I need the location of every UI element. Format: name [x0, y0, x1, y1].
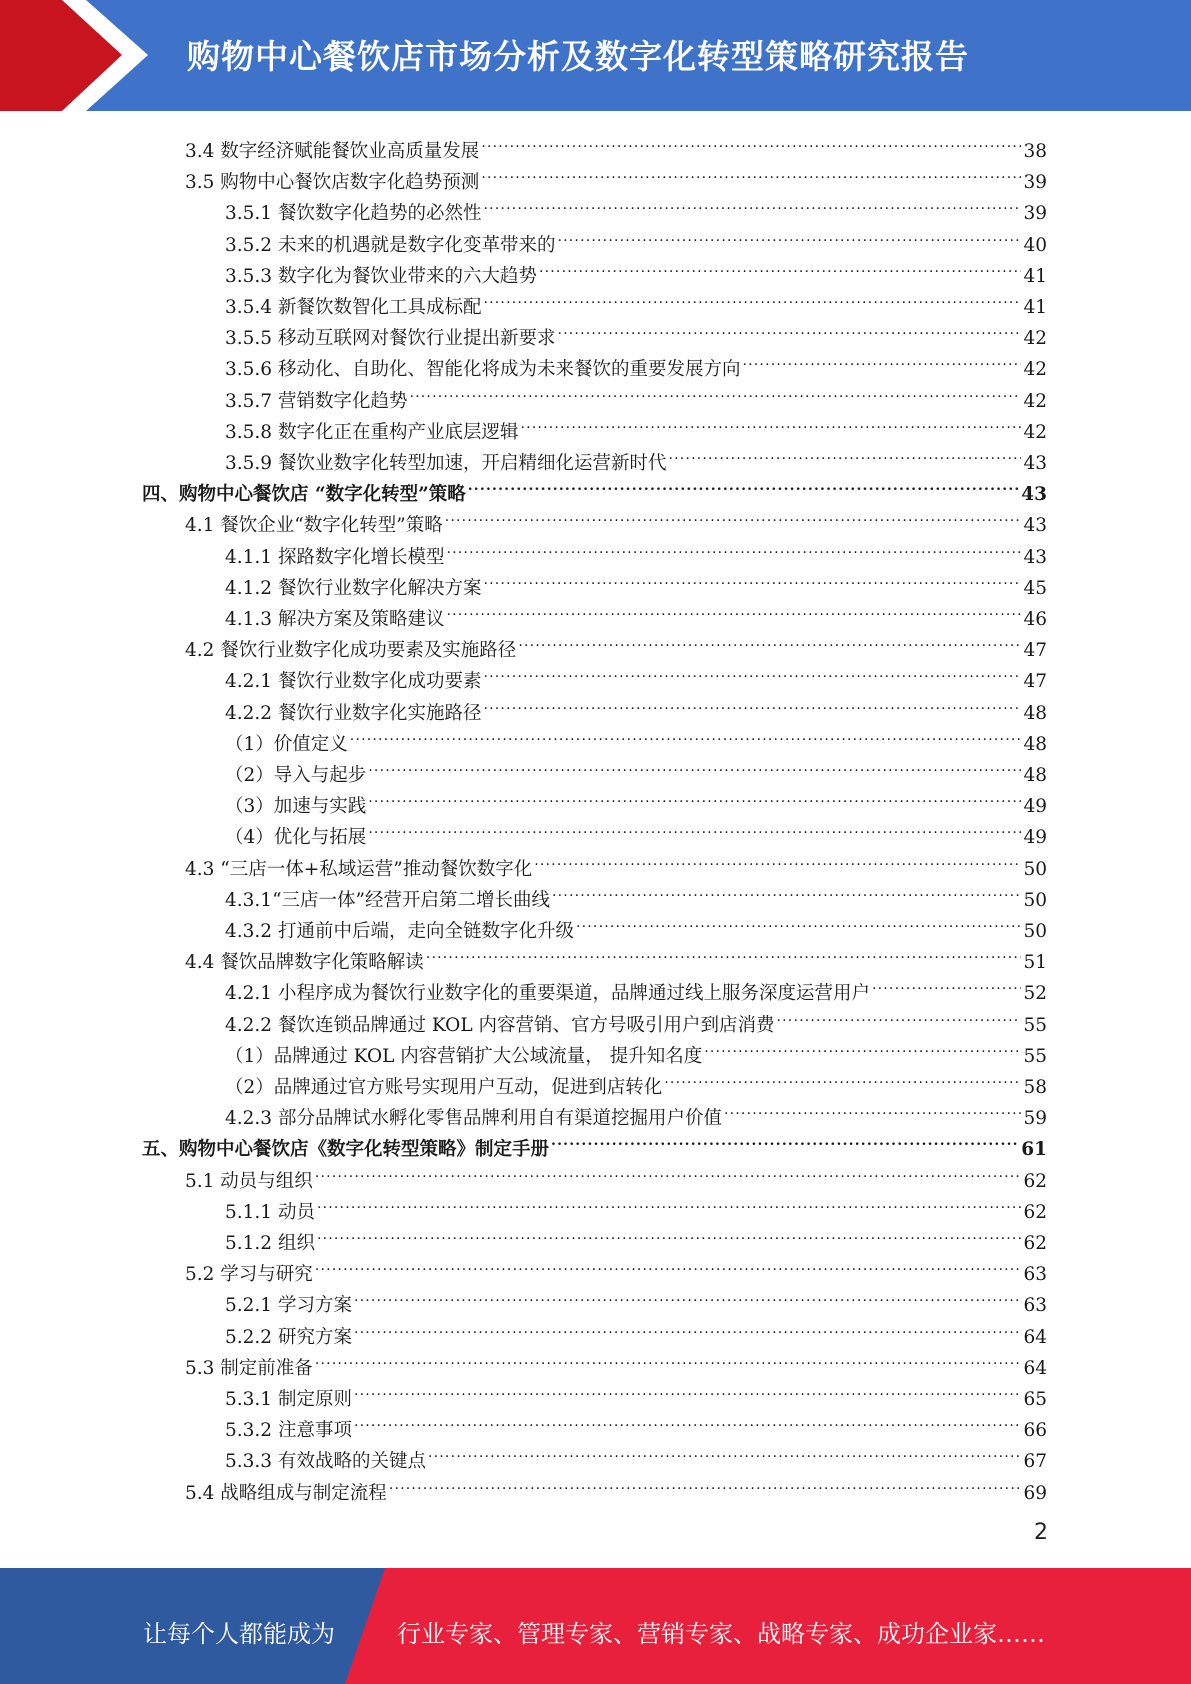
toc-entry-page: 55 — [1023, 1045, 1047, 1067]
toc-entry-label: 5.3.2 注意事项 — [225, 1420, 352, 1442]
toc-entry-page: 63 — [1023, 1295, 1047, 1317]
toc-entry-label: 5.4 战略组成与制定流程 — [185, 1482, 387, 1504]
toc-entry-page: 49 — [1023, 827, 1047, 849]
toc-entry[interactable] — [225, 781, 1047, 818]
toc-entry-page: 49 — [1023, 796, 1047, 818]
toc-entry-page: 64 — [1023, 1357, 1047, 1379]
toc-entry[interactable] — [185, 126, 1047, 162]
toc-dot-leader — [520, 407, 1021, 438]
toc-entry[interactable] — [225, 1280, 1047, 1317]
toc-entry-label: 3.5.8 数字化正在重构产业底层逻辑 — [225, 421, 519, 443]
toc-entry-page: 50 — [1023, 921, 1047, 942]
toc-entry-page: 43 — [1023, 453, 1047, 474]
toc-entry-label: 四、购物中心餐饮店 “数字化转型”策略 — [142, 484, 466, 506]
toc-entry[interactable] — [185, 1468, 1047, 1504]
toc-entry[interactable] — [225, 1436, 1047, 1473]
toc-dot-leader — [317, 1187, 1022, 1218]
toc-entry[interactable] — [225, 438, 1047, 474]
toc-entry-label: 4.4 餐饮品牌数字化策略解读 — [185, 952, 424, 974]
toc-dot-leader — [368, 781, 1021, 812]
toc-entry-label: 4.1.1 探路数字化增长模型 — [225, 546, 445, 568]
toc-dot-leader — [315, 1343, 1022, 1374]
toc-entry-page: 43 — [1023, 546, 1047, 568]
footer-slogan-left: 让每个人都能成为 — [143, 1620, 335, 1648]
toc-entry[interactable] — [225, 875, 1047, 911]
toc-entry[interactable] — [185, 844, 1047, 880]
toc-entry-page: 62 — [1023, 1201, 1047, 1223]
toc-entry-label: 5.3 制定前准备 — [185, 1357, 313, 1379]
toc-dot-leader — [576, 906, 1021, 937]
toc-dot-leader — [777, 1000, 1022, 1031]
toc-entry[interactable] — [225, 906, 1047, 942]
toc-entry-page: 42 — [1023, 328, 1047, 350]
toc-entry-label: 3.5.7 营销数字化趋势 — [225, 390, 408, 412]
toc-entry[interactable] — [225, 688, 1047, 724]
toc-dot-leader — [742, 344, 1021, 375]
toc-entry-label: 3.5.5 移动互联网对餐饮行业提出新要求 — [225, 328, 556, 350]
toc-entry-page: 59 — [1023, 1108, 1047, 1130]
toc-entry[interactable] — [185, 1156, 1047, 1192]
toc-entry-label: 5.1 动员与组织 — [185, 1170, 313, 1192]
toc-dot-leader — [354, 1374, 1022, 1405]
toc-entry[interactable] — [142, 469, 1047, 506]
toc-entry-page: 48 — [1023, 765, 1047, 786]
toc-entry-page: 62 — [1023, 1233, 1047, 1254]
toc-entry[interactable] — [225, 282, 1047, 318]
toc-dot-leader — [664, 1062, 1021, 1093]
toc-entry-label: 5.1.1 动员 — [225, 1201, 315, 1223]
toc-dot-leader — [354, 1280, 1022, 1311]
toc-dot-leader — [446, 594, 1021, 625]
toc-dot-leader — [315, 1156, 1022, 1187]
toc-entry-page: 61 — [1021, 1139, 1047, 1161]
toc-dot-leader — [468, 469, 1020, 500]
toc-entry-label: 5.1.2 组织 — [225, 1233, 315, 1254]
toc-entry-label: 4.2.3 部分品牌试水孵化零售品牌利用自有渠道挖掘用户价值 — [225, 1108, 722, 1130]
toc-entry-label: 4.2.1 小程序成为餐饮行业数字化的重要渠道，品牌通过线上服务深度运营用户 — [225, 983, 870, 1005]
toc-entry-label: 5.3.3 有效战略的关键点 — [225, 1451, 426, 1473]
toc-dot-leader — [872, 968, 1021, 999]
toc-entry-page: 41 — [1023, 297, 1047, 318]
toc-entry-label: 3.5.3 数字化为餐饮业带来的六大趋势 — [225, 265, 537, 287]
toc-dot-leader — [724, 1093, 1021, 1124]
toc-dot-leader — [350, 719, 1022, 750]
toc-dot-leader — [426, 937, 1022, 968]
toc-entry[interactable] — [225, 1405, 1047, 1442]
toc-dot-leader — [481, 126, 1021, 157]
toc-entry[interactable] — [225, 1187, 1047, 1223]
toc-dot-leader — [557, 220, 1021, 251]
toc-dot-leader — [409, 376, 1021, 407]
toc-entry[interactable] — [185, 625, 1047, 662]
toc-entry-label: 4.3.1“三店一体”经营开启第二增长曲线 — [225, 889, 550, 911]
toc-entry-page: 50 — [1023, 889, 1047, 911]
toc-entry-page: 55 — [1023, 1014, 1047, 1036]
toc-entry-label: 5.2.2 研究方案 — [225, 1326, 352, 1348]
toc-entry-page: 69 — [1023, 1482, 1047, 1504]
toc-entry-page: 38 — [1023, 141, 1047, 162]
toc-dot-leader — [534, 844, 1021, 875]
toc-entry-label: 4.1.3 解决方案及策略建议 — [225, 609, 445, 630]
toc-entry[interactable] — [225, 188, 1047, 225]
report-footer — [0, 1568, 1191, 1684]
toc-entry[interactable] — [225, 344, 1047, 381]
toc-entry-label: 5.2.1 学习方案 — [225, 1295, 352, 1317]
toc-entry-label: 4.2.2 餐饮行业数字化实施路径 — [225, 702, 482, 724]
toc-entry-page: 41 — [1023, 265, 1047, 287]
toc-entry-label: 3.5.6 移动化、自助化、智能化将成为未来餐饮的重要发展方向 — [225, 359, 741, 381]
toc-entry-label: 4.3 “三店一体+私域运营”推动餐饮数字化 — [185, 858, 533, 880]
toc-entry[interactable] — [185, 500, 1047, 537]
toc-entry[interactable] — [225, 1218, 1047, 1254]
toc-dot-leader — [368, 750, 1021, 781]
toc-dot-leader — [483, 563, 1021, 594]
toc-entry-page: 43 — [1023, 515, 1047, 537]
toc-entry-label: 3.5.4 新餐饮数智化工具成标配 — [225, 297, 482, 318]
toc-entry-page: 65 — [1023, 1389, 1047, 1410]
toc-entry-label: （2）导入与起步 — [225, 765, 367, 786]
toc-entry-page: 64 — [1023, 1326, 1047, 1348]
toc-entry-label: 4.1 餐饮企业“数字化转型”策略 — [185, 515, 443, 537]
toc-entry[interactable] — [225, 1093, 1047, 1130]
toc-entry-page: 39 — [1023, 203, 1047, 225]
toc-entry[interactable] — [225, 750, 1047, 786]
toc-entry-label: （3）加速与实践 — [225, 796, 367, 818]
toc-entry-page: 62 — [1023, 1170, 1047, 1192]
toc-dot-leader — [557, 313, 1021, 344]
toc-dot-leader — [551, 1124, 1019, 1155]
toc-entry-label: 五、购物中心餐饮店《数字化转型策略》制定手册 — [142, 1139, 550, 1161]
toc-dot-leader — [704, 1031, 1021, 1062]
toc-entry-page: 45 — [1023, 577, 1047, 599]
toc-dot-leader — [483, 282, 1021, 313]
toc-entry[interactable] — [225, 812, 1047, 849]
footer-slogan-right: 行业专家、管理专家、营销专家、战略专家、成功企业家…… — [397, 1620, 1045, 1648]
toc-entry[interactable] — [225, 251, 1047, 287]
toc-entry-label: （1）价值定义 — [225, 733, 348, 755]
toc-entry[interactable] — [225, 594, 1047, 630]
toc-entry-page: 58 — [1023, 1077, 1047, 1098]
toc-dot-leader — [483, 688, 1021, 719]
toc-entry-page: 48 — [1023, 733, 1047, 755]
toc-entry[interactable] — [225, 1062, 1047, 1098]
toc-entry-label: 4.1.2 餐饮行业数字化解决方案 — [225, 577, 482, 599]
toc-entry-page: 52 — [1023, 983, 1047, 1005]
toc-entry[interactable] — [225, 1374, 1047, 1410]
toc-entry[interactable] — [185, 1249, 1047, 1286]
toc-entry-page: 63 — [1023, 1264, 1047, 1286]
toc-entry[interactable] — [225, 968, 1047, 1005]
toc-dot-leader — [483, 188, 1021, 219]
toc-entry[interactable] — [225, 1031, 1047, 1067]
toc-dot-leader — [552, 875, 1021, 906]
toc-dot-leader — [317, 1218, 1022, 1249]
toc-entry-label: （2）品牌通过官方账号实现用户互动，促进到店转化 — [225, 1077, 663, 1098]
toc-entry-page: 40 — [1023, 234, 1047, 256]
toc-entry[interactable] — [225, 376, 1047, 412]
toc-entry[interactable] — [225, 407, 1047, 443]
toc-entry-page: 46 — [1023, 609, 1047, 630]
toc-entry[interactable] — [142, 1124, 1047, 1161]
toc-dot-leader — [539, 251, 1021, 282]
toc-entry-page: 42 — [1023, 390, 1047, 412]
toc-entry[interactable] — [225, 1000, 1047, 1036]
toc-dot-leader — [668, 438, 1021, 469]
toc-entry[interactable] — [225, 719, 1047, 755]
toc-entry[interactable] — [225, 563, 1047, 599]
toc-dot-leader — [354, 1405, 1022, 1436]
toc-dot-leader — [354, 1312, 1022, 1343]
toc-dot-leader — [481, 157, 1021, 188]
toc-entry[interactable] — [185, 937, 1047, 974]
toc-entry-page: 42 — [1023, 421, 1047, 443]
toc-entry-label: 4.2 餐饮行业数字化成功要素及实施路径 — [185, 640, 517, 662]
toc-entry-label: 4.2.2 餐饮连锁品牌通过 KOL 内容营销、官方号吸引用户到店消费 — [225, 1014, 775, 1036]
toc-dot-leader — [445, 500, 1022, 531]
toc-entry-label: 3.5.9 餐饮业数字化转型加速，开启精细化运营新时代 — [225, 453, 667, 474]
toc-dot-leader — [483, 656, 1021, 687]
toc-dot-leader — [446, 532, 1021, 563]
toc-entry-label: （1）品牌通过 KOL 内容营销扩大公域流量， 提升知名度 — [225, 1045, 703, 1067]
toc-entry-label: 3.5 购物中心餐饮店数字化趋势预测 — [185, 172, 480, 194]
toc-dot-leader — [518, 625, 1021, 656]
toc-entry[interactable] — [185, 157, 1047, 194]
toc-entry-page: 42 — [1023, 359, 1047, 381]
toc-entry-page: 50 — [1023, 858, 1047, 880]
toc-entry-page: 43 — [1021, 484, 1047, 506]
page-number: 2 — [1034, 1520, 1048, 1545]
toc-dot-leader — [368, 812, 1021, 843]
toc-dot-leader — [315, 1249, 1022, 1280]
toc-entry[interactable] — [225, 532, 1047, 568]
toc-entry-label: （4）优化与拓展 — [225, 827, 367, 849]
toc-entry[interactable] — [225, 313, 1047, 350]
toc-entry[interactable] — [225, 656, 1047, 693]
toc-entry-page: 39 — [1023, 172, 1047, 194]
toc-entry-page: 67 — [1023, 1451, 1047, 1473]
report-header — [0, 0, 1191, 111]
toc-entry-label: 3.5.1 餐饮数字化趋势的必然性 — [225, 203, 482, 225]
toc-entry-label: 5.2 学习与研究 — [185, 1264, 313, 1286]
toc-entry-label: 3.5.2 未来的机遇就是数字化变革带来的 — [225, 234, 556, 256]
toc-entry-label: 3.4 数字经济赋能餐饮业高质量发展 — [185, 141, 480, 162]
toc-entry-label: 4.2.1 餐饮行业数字化成功要素 — [225, 671, 482, 693]
toc-entry-page: 51 — [1023, 952, 1047, 974]
toc-entry[interactable] — [225, 1312, 1047, 1348]
toc-entry-page: 47 — [1023, 671, 1047, 693]
toc-entry[interactable] — [225, 220, 1047, 256]
toc-entry-label: 5.3.1 制定原则 — [225, 1389, 352, 1410]
toc-dot-leader — [389, 1468, 1022, 1499]
toc-entry-label: 4.3.2 打通前中后端，走向全链数字化升级 — [225, 921, 574, 942]
toc-entry[interactable] — [185, 1343, 1047, 1379]
toc-entry-page: 66 — [1023, 1420, 1047, 1442]
toc-entry-page: 48 — [1023, 702, 1047, 724]
toc-entry-page: 47 — [1023, 640, 1047, 662]
report-title: 购物中心餐饮店市场分析及数字化转型策略研究报告 — [187, 37, 969, 76]
toc-dot-leader — [428, 1436, 1021, 1467]
